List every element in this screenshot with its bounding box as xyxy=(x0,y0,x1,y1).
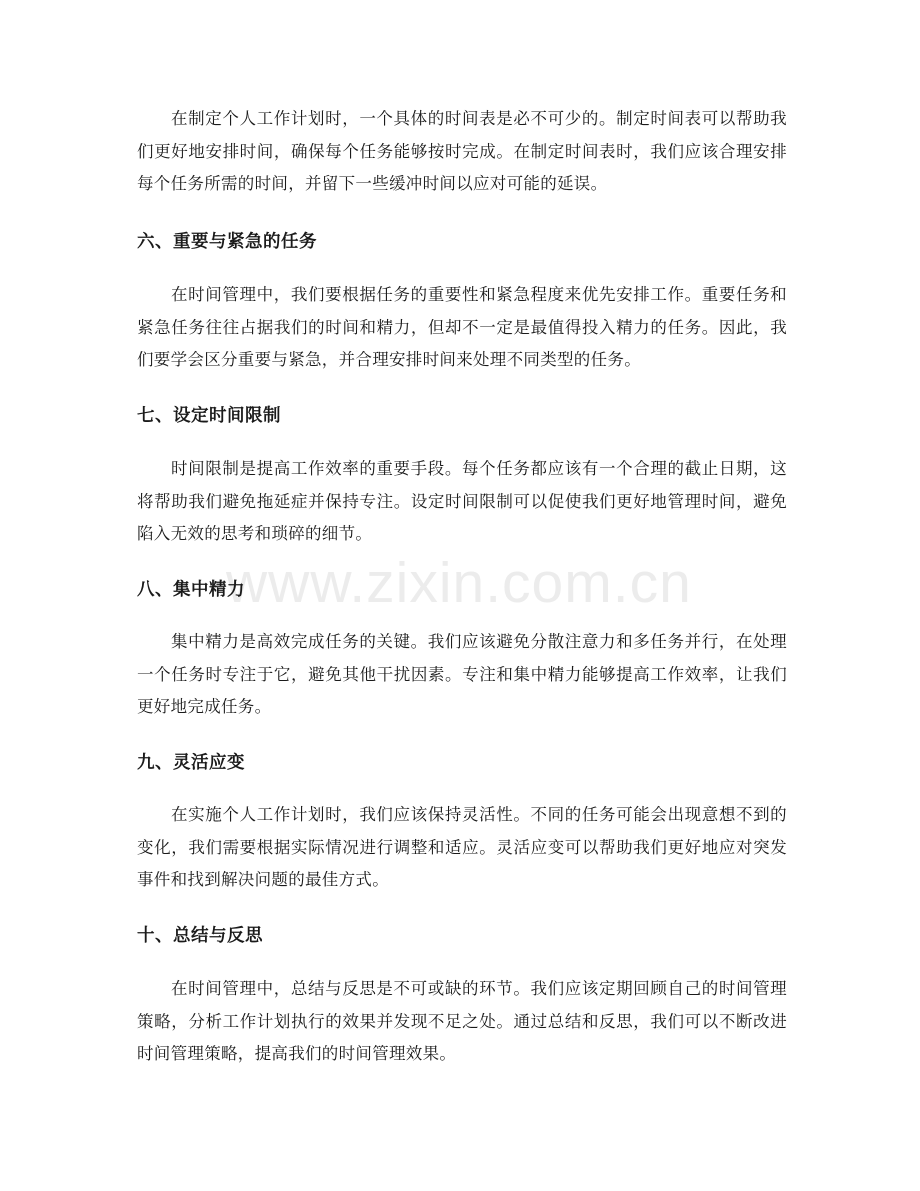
section-7-paragraph: 时间限制是提高工作效率的重要手段。每个任务都应该有一个合理的截止日期，这将帮助我们避免拖延症并保持专注。设定时间限制可以促使我们更好地管理时间，避免陷入无效的思考和琐碎的细节。 xyxy=(137,459,787,543)
watermark: www.zixin.com.cn xyxy=(226,551,692,615)
section-7-heading: 七、设定时间限制 xyxy=(137,406,281,426)
section-10-heading: 十、总结与反思 xyxy=(137,926,263,946)
section-9-heading: 九、灵活应变 xyxy=(137,753,245,773)
section-9-paragraph: 在实施个人工作计划时，我们应该保持灵活性。不同的任务可能会出现意想不到的变化，我们需要根据实际情况进行调整和适应。灵活应变可以帮助我们更好地应对突发事件和找到解决问题的最佳方式。 xyxy=(137,805,787,889)
section-6-paragraph: 在时间管理中，我们要根据任务的重要性和紧急程度来优先安排工作。重要任务和紧急任务往往占据我们的时间和精力，但却不一定是最值得投入精力的任务。因此，我们要学会区分重要与紧急，并合理安排时间来处理不同类型的任务。 xyxy=(137,285,787,369)
section-8-heading: 八、集中精力 xyxy=(137,580,245,600)
section-8-paragraph: 集中精力是高效完成任务的关键。我们应该避免分散注意力和多任务并行，在处理一个任务时专注于它，避免其他干扰因素。专注和集中精力能够提高工作效率，让我们更好地完成任务。 xyxy=(137,632,787,716)
intro-paragraph: 在制定个人工作计划时，一个具体的时间表是必不可少的。制定时间表可以帮助我们更好地安排时间，确保每个任务能够按时完成。在制定时间表时，我们应该合理安排每个任务所需的时间，并留下一些缓冲时间以应对可能的延误。 xyxy=(137,109,787,193)
section-6-heading: 六、重要与紧急的任务 xyxy=(137,232,317,252)
section-10-paragraph: 在时间管理中，总结与反思是不可或缺的环节。我们应该定期回顾自己的时间管理策略，分析工作计划执行的效果并发现不足之处。通过总结和反思，我们可以不断改进时间管理策略，提高我们的时间管理效果。 xyxy=(137,979,787,1063)
